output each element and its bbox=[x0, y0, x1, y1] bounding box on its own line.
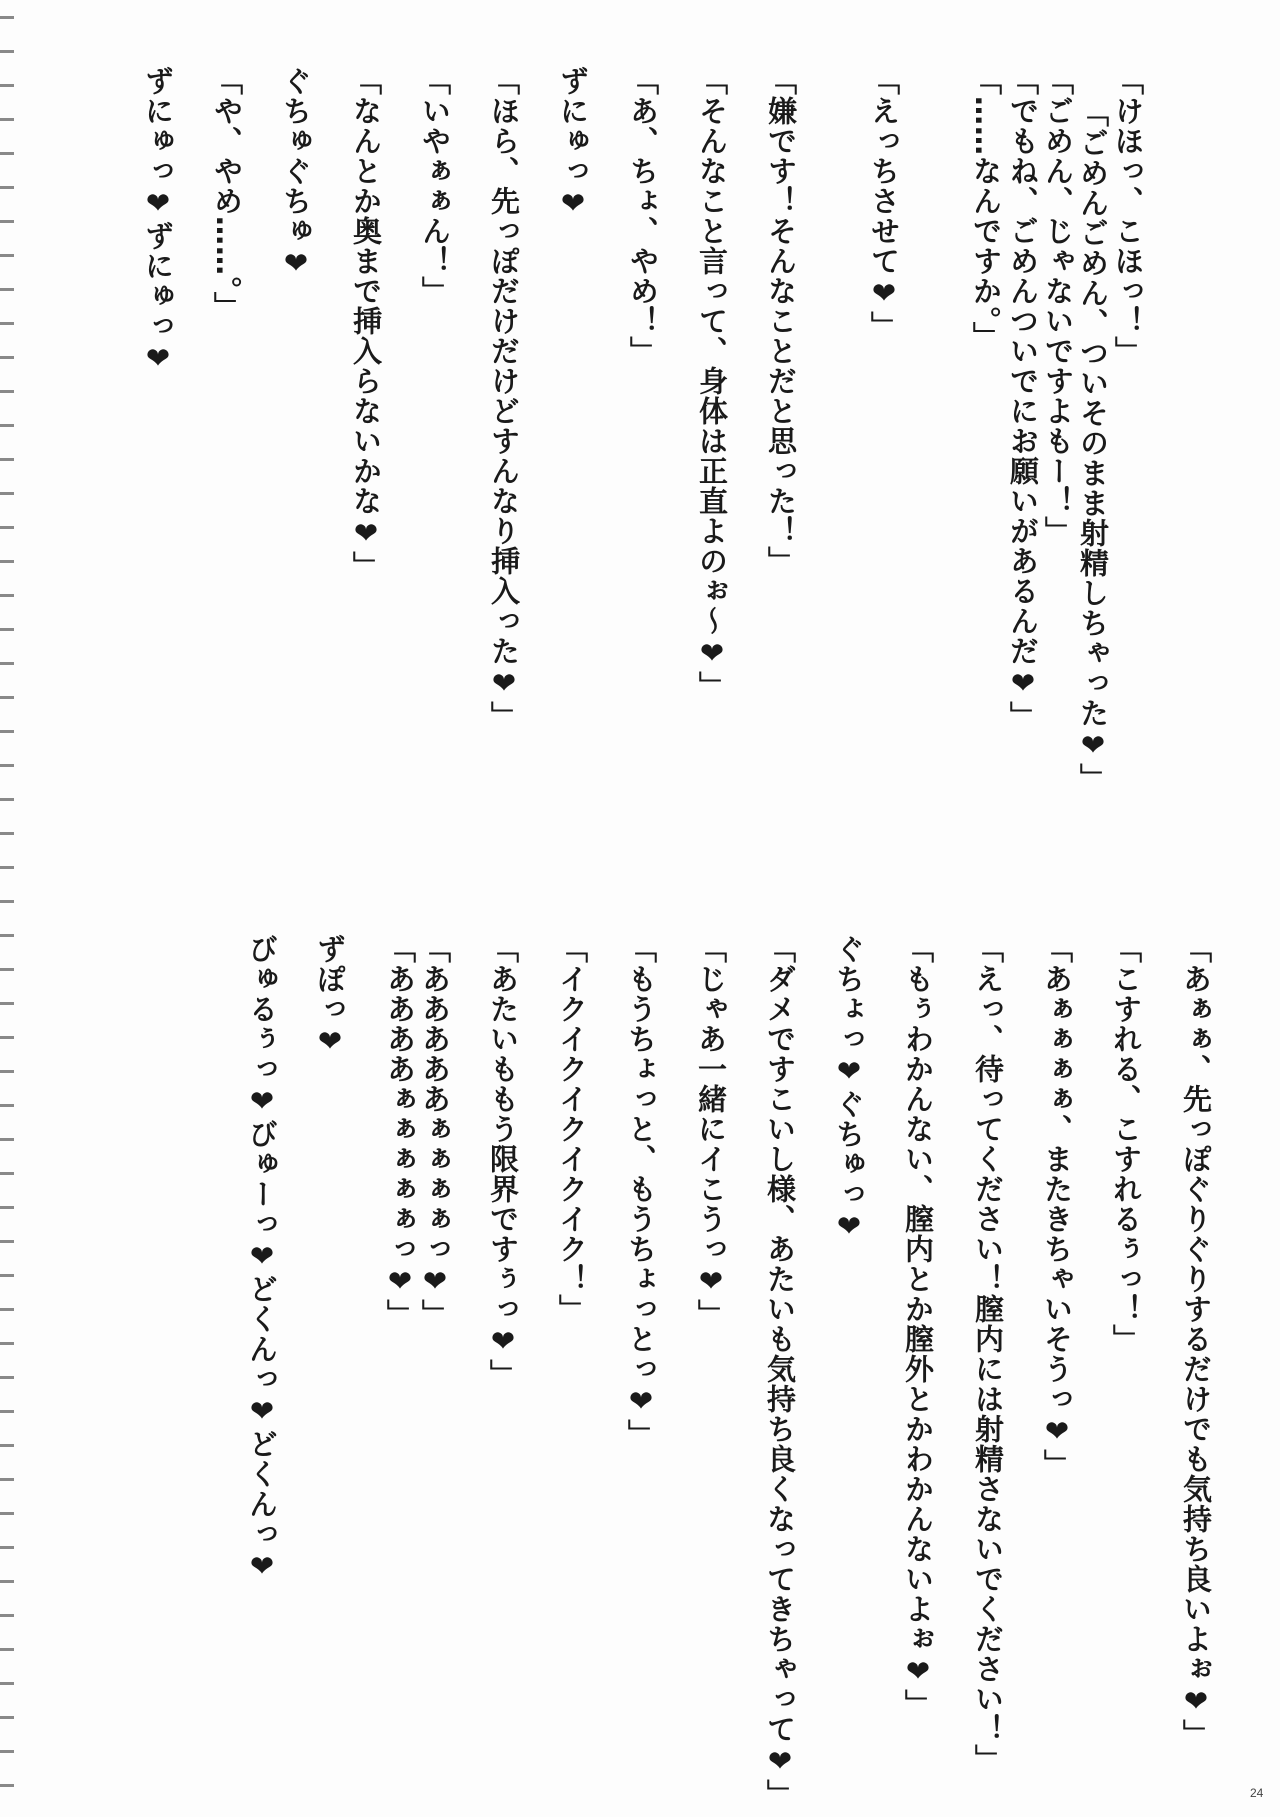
dialogue-line: 「もうちょっと、もうちょっとっ❤」 bbox=[624, 934, 658, 1449]
dialogue-line: 「ダメですこいし様、あたいも気持ち良くなってきちゃって❤」 bbox=[763, 934, 797, 1809]
dialogue-line: 「あぁぁぁぁ、またきちゃいそうっ❤」 bbox=[1040, 934, 1074, 1479]
dialogue-line: ずにゅっ❤ずにゅっ❤ bbox=[141, 66, 175, 376]
dialogue-line: 「ごめん、じゃないですよもー！」 bbox=[1041, 66, 1075, 546]
dialogue-line: 「そんなこと言って、身体は正直よのぉ～❤」 bbox=[695, 66, 729, 701]
dialogue-line: びゅるぅっ❤びゅーっ❤どくんっ❤どくんっ❤ bbox=[245, 934, 279, 1584]
dialogue-line: 「えっ、待ってください！膣内には射精さないでください！」 bbox=[971, 934, 1005, 1774]
dialogue-line: 「ごめんごめん、ついそのまま射精しちゃった❤」 bbox=[1076, 98, 1110, 793]
dialogue-line: 「あぁぁ、先っぽぐりぐりするだけでも気持ち良いよぉ❤」 bbox=[1179, 934, 1213, 1749]
dialogue-line: ぐちゅぐちゅ❤ bbox=[279, 66, 313, 281]
dialogue-line: ずにゅっ❤ bbox=[556, 66, 590, 221]
dialogue-line: 「ほら、先っぽだけだけどすんなり挿入った❤」 bbox=[487, 66, 521, 731]
dialogue-line: 「なんとか奥まで挿入らないかな❤」 bbox=[349, 66, 383, 581]
dialogue-line: 「こすれる、こすれるぅっ！」 bbox=[1109, 934, 1143, 1354]
dialogue-line: ぐちょっ❤ぐちゅっ❤ bbox=[832, 934, 866, 1244]
dialogue-line: 「でもね、ごめんついでにお願いがあるんだ❤」 bbox=[1006, 66, 1040, 731]
dialogue-line: 「けほっ、こほっ！」 bbox=[1111, 66, 1145, 366]
dialogue-line: 「イクイクイクイクイク！」 bbox=[555, 934, 589, 1324]
dialogue-line: 「じゃあ一緒にイこうっ❤」 bbox=[694, 934, 728, 1329]
dialogue-line: 「いやぁぁん！」 bbox=[418, 66, 452, 306]
dialogue-line: 「あああああぁぁぁぁっ❤」 bbox=[418, 934, 452, 1329]
dialogue-line: ずぽっ❤ bbox=[313, 934, 347, 1059]
dialogue-line: 「あたいももう限界ですぅっ❤」 bbox=[486, 934, 520, 1389]
binding-edge bbox=[0, 0, 14, 1817]
dialogue-line: 「……なんですか。」 bbox=[969, 66, 1003, 352]
dialogue-line: 「嫌です！そんなことだと思った！」 bbox=[764, 66, 798, 576]
dialogue-line: 「もぅわかんない、膣内とか膣外とかわかんないよぉ❤」 bbox=[901, 934, 935, 1719]
dialogue-line: 「あ、ちょ、やめ！」 bbox=[626, 66, 660, 366]
dialogue-line: 「や、やめ……。」 bbox=[210, 66, 244, 322]
dialogue-line: 「ああああぁぁぁぁぁっ❤」 bbox=[383, 934, 417, 1329]
dialogue-line: 「えっちさせて❤」 bbox=[867, 66, 901, 341]
page-number: 24 bbox=[1250, 1786, 1264, 1800]
